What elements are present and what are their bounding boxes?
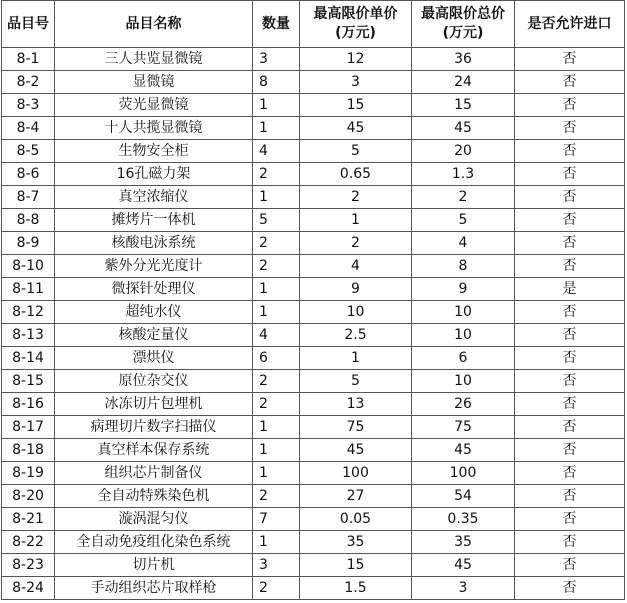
procurement-table-container	[1, 0, 625, 600]
header-total-price-line2: (万元)	[442, 25, 484, 41]
header-total-price-line1: 最高限价总价	[421, 6, 505, 22]
cell-item-name: 紫外分光光度计	[55, 255, 253, 278]
cell-import-allowed: 否	[515, 232, 625, 255]
header-unit-price-line1: 最高限价单价	[313, 6, 398, 22]
cell-import-allowed: 否	[515, 163, 625, 186]
cell-item-id: 8-5	[2, 140, 55, 163]
cell-unit-price: 5	[300, 140, 412, 163]
cell-item-id: 8-13	[2, 324, 55, 347]
cell-import-allowed: 否	[515, 324, 625, 347]
cell-item-id: 8-17	[2, 416, 55, 439]
cell-unit-price: 2	[300, 186, 412, 209]
cell-quantity: 1	[253, 416, 300, 439]
table-row	[2, 186, 625, 209]
cell-unit-price: 5	[300, 370, 412, 393]
cell-item-id: 8-3	[2, 94, 55, 117]
cell-total-price: 26	[412, 393, 515, 416]
procurement-table	[1, 0, 625, 600]
cell-quantity: 2	[253, 393, 300, 416]
cell-quantity: 1	[253, 186, 300, 209]
cell-unit-price: 75	[300, 416, 412, 439]
cell-quantity: 2	[253, 232, 300, 255]
cell-item-id: 8-4	[2, 117, 55, 140]
cell-unit-price: 27	[300, 485, 412, 508]
cell-item-id: 8-20	[2, 485, 55, 508]
cell-item-id: 8-8	[2, 209, 55, 232]
table-row	[2, 347, 625, 370]
table-row	[2, 94, 625, 117]
cell-item-id: 8-21	[2, 508, 55, 531]
cell-import-allowed: 否	[515, 48, 625, 71]
cell-import-allowed: 否	[515, 416, 625, 439]
cell-unit-price: 12	[300, 48, 412, 71]
cell-total-price: 10	[412, 370, 515, 393]
table-row	[2, 255, 625, 278]
cell-item-name: 切片机	[55, 554, 253, 577]
cell-total-price: 45	[412, 554, 515, 577]
cell-item-id: 8-6	[2, 163, 55, 186]
cell-unit-price: 1	[300, 347, 412, 370]
cell-import-allowed: 否	[515, 554, 625, 577]
cell-quantity: 6	[253, 347, 300, 370]
cell-import-allowed: 否	[515, 94, 625, 117]
cell-import-allowed: 否	[515, 485, 625, 508]
cell-quantity: 4	[253, 324, 300, 347]
cell-quantity: 1	[253, 117, 300, 140]
header-item-id: 品目号	[2, 1, 55, 48]
cell-item-name: 三人共览显微镜	[55, 48, 253, 71]
cell-unit-price: 9	[300, 278, 412, 301]
cell-unit-price: 45	[300, 117, 412, 140]
cell-item-id: 8-14	[2, 347, 55, 370]
cell-import-allowed: 否	[515, 347, 625, 370]
table-row	[2, 439, 625, 462]
cell-item-name: 真空浓缩仪	[55, 186, 253, 209]
table-row	[2, 462, 625, 485]
cell-unit-price: 2.5	[300, 324, 412, 347]
table-row	[2, 232, 625, 255]
cell-import-allowed: 否	[515, 140, 625, 163]
table-row	[2, 393, 625, 416]
table-row	[2, 485, 625, 508]
cell-unit-price: 15	[300, 554, 412, 577]
cell-item-name: 全自动免疫组化染色系统	[55, 531, 253, 554]
table-row	[2, 508, 625, 531]
cell-item-name: 组织芯片制备仪	[55, 462, 253, 485]
cell-total-price: 100	[412, 462, 515, 485]
cell-total-price: 3	[412, 577, 515, 600]
cell-total-price: 20	[412, 140, 515, 163]
cell-item-id: 8-15	[2, 370, 55, 393]
header-row	[2, 1, 625, 48]
cell-quantity: 8	[253, 71, 300, 94]
cell-item-name: 全自动特殊染色机	[55, 485, 253, 508]
cell-quantity: 2	[253, 370, 300, 393]
table-row	[2, 163, 625, 186]
header-quantity: 数量	[253, 1, 300, 48]
cell-total-price: 2	[412, 186, 515, 209]
cell-total-price: 24	[412, 71, 515, 94]
cell-unit-price: 3	[300, 71, 412, 94]
cell-item-name: 核酸电泳系统	[55, 232, 253, 255]
cell-item-id: 8-7	[2, 186, 55, 209]
header-unit-price	[300, 1, 412, 48]
cell-unit-price: 4	[300, 255, 412, 278]
cell-total-price: 35	[412, 531, 515, 554]
cell-item-name: 显微镜	[55, 71, 253, 94]
cell-item-name: 十人共揽显微镜	[55, 117, 253, 140]
table-row	[2, 117, 625, 140]
cell-item-name: 病理切片数字扫描仪	[55, 416, 253, 439]
cell-item-id: 8-18	[2, 439, 55, 462]
cell-import-allowed: 否	[515, 393, 625, 416]
cell-item-name: 核酸定量仪	[55, 324, 253, 347]
cell-import-allowed: 否	[515, 71, 625, 94]
cell-item-id: 8-12	[2, 301, 55, 324]
cell-total-price: 54	[412, 485, 515, 508]
cell-import-allowed: 否	[515, 209, 625, 232]
cell-unit-price: 1	[300, 209, 412, 232]
cell-import-allowed: 否	[515, 117, 625, 140]
table-row	[2, 324, 625, 347]
header-import-allowed: 是否允许进口	[515, 1, 625, 48]
cell-import-allowed: 否	[515, 301, 625, 324]
cell-item-name: 真空样本保存系统	[55, 439, 253, 462]
cell-total-price: 5	[412, 209, 515, 232]
table-row	[2, 140, 625, 163]
cell-unit-price: 1.5	[300, 577, 412, 600]
cell-import-allowed: 否	[515, 531, 625, 554]
cell-item-id: 8-10	[2, 255, 55, 278]
cell-item-id: 8-9	[2, 232, 55, 255]
table-row	[2, 209, 625, 232]
cell-quantity: 1	[253, 301, 300, 324]
cell-item-id: 8-16	[2, 393, 55, 416]
cell-item-id: 8-2	[2, 71, 55, 94]
table-row	[2, 554, 625, 577]
cell-import-allowed: 否	[515, 508, 625, 531]
cell-quantity: 3	[253, 554, 300, 577]
cell-item-name: 摊烤片一体机	[55, 209, 253, 232]
cell-unit-price: 13	[300, 393, 412, 416]
cell-quantity: 1	[253, 439, 300, 462]
cell-item-name: 冰冻切片包埋机	[55, 393, 253, 416]
cell-import-allowed: 否	[515, 255, 625, 278]
cell-total-price: 4	[412, 232, 515, 255]
cell-item-name: 手动组织芯片取样枪	[55, 577, 253, 600]
cell-quantity: 3	[253, 48, 300, 71]
table-row	[2, 278, 625, 301]
cell-quantity: 2	[253, 255, 300, 278]
cell-total-price: 10	[412, 301, 515, 324]
cell-item-id: 8-19	[2, 462, 55, 485]
cell-total-price: 36	[412, 48, 515, 71]
cell-unit-price: 0.65	[300, 163, 412, 186]
cell-item-name: 超纯水仪	[55, 301, 253, 324]
cell-item-id: 8-23	[2, 554, 55, 577]
cell-total-price: 8	[412, 255, 515, 278]
cell-total-price: 10	[412, 324, 515, 347]
cell-total-price: 0.35	[412, 508, 515, 531]
cell-quantity: 1	[253, 462, 300, 485]
header-total-price	[412, 1, 515, 48]
table-row	[2, 416, 625, 439]
cell-quantity: 2	[253, 163, 300, 186]
cell-import-allowed: 否	[515, 577, 625, 600]
cell-quantity: 1	[253, 531, 300, 554]
cell-unit-price: 10	[300, 301, 412, 324]
cell-item-name: 原位杂交仪	[55, 370, 253, 393]
header-unit-price-line2: (万元)	[335, 25, 376, 41]
cell-quantity: 2	[253, 577, 300, 600]
cell-total-price: 6	[412, 347, 515, 370]
cell-unit-price: 35	[300, 531, 412, 554]
cell-item-name: 16孔磁力架	[55, 163, 253, 186]
cell-import-allowed: 否	[515, 186, 625, 209]
cell-item-name: 生物安全柜	[55, 140, 253, 163]
table-row	[2, 577, 625, 600]
cell-quantity: 7	[253, 508, 300, 531]
cell-item-id: 8-24	[2, 577, 55, 600]
cell-import-allowed: 否	[515, 462, 625, 485]
cell-quantity: 1	[253, 278, 300, 301]
cell-quantity: 1	[253, 94, 300, 117]
cell-quantity: 5	[253, 209, 300, 232]
cell-item-id: 8-11	[2, 278, 55, 301]
table-row	[2, 48, 625, 71]
cell-total-price: 45	[412, 117, 515, 140]
cell-import-allowed: 否	[515, 370, 625, 393]
cell-item-id: 8-22	[2, 531, 55, 554]
cell-total-price: 9	[412, 278, 515, 301]
table-row	[2, 531, 625, 554]
cell-item-name: 微探针处理仪	[55, 278, 253, 301]
cell-import-allowed: 否	[515, 439, 625, 462]
cell-unit-price: 0.05	[300, 508, 412, 531]
cell-total-price: 45	[412, 439, 515, 462]
cell-item-id: 8-1	[2, 48, 55, 71]
cell-quantity: 2	[253, 485, 300, 508]
cell-item-name: 漂烘仪	[55, 347, 253, 370]
table-row	[2, 370, 625, 393]
table-row	[2, 71, 625, 94]
cell-unit-price: 15	[300, 94, 412, 117]
cell-unit-price: 2	[300, 232, 412, 255]
header-item-name: 品目名称	[55, 1, 253, 48]
cell-total-price: 1.3	[412, 163, 515, 186]
cell-quantity: 4	[253, 140, 300, 163]
cell-unit-price: 100	[300, 462, 412, 485]
cell-total-price: 15	[412, 94, 515, 117]
table-body	[2, 48, 625, 600]
cell-import-allowed: 是	[515, 278, 625, 301]
table-row	[2, 301, 625, 324]
cell-unit-price: 45	[300, 439, 412, 462]
cell-item-name: 漩涡混匀仪	[55, 508, 253, 531]
cell-total-price: 75	[412, 416, 515, 439]
cell-item-name: 荧光显微镜	[55, 94, 253, 117]
